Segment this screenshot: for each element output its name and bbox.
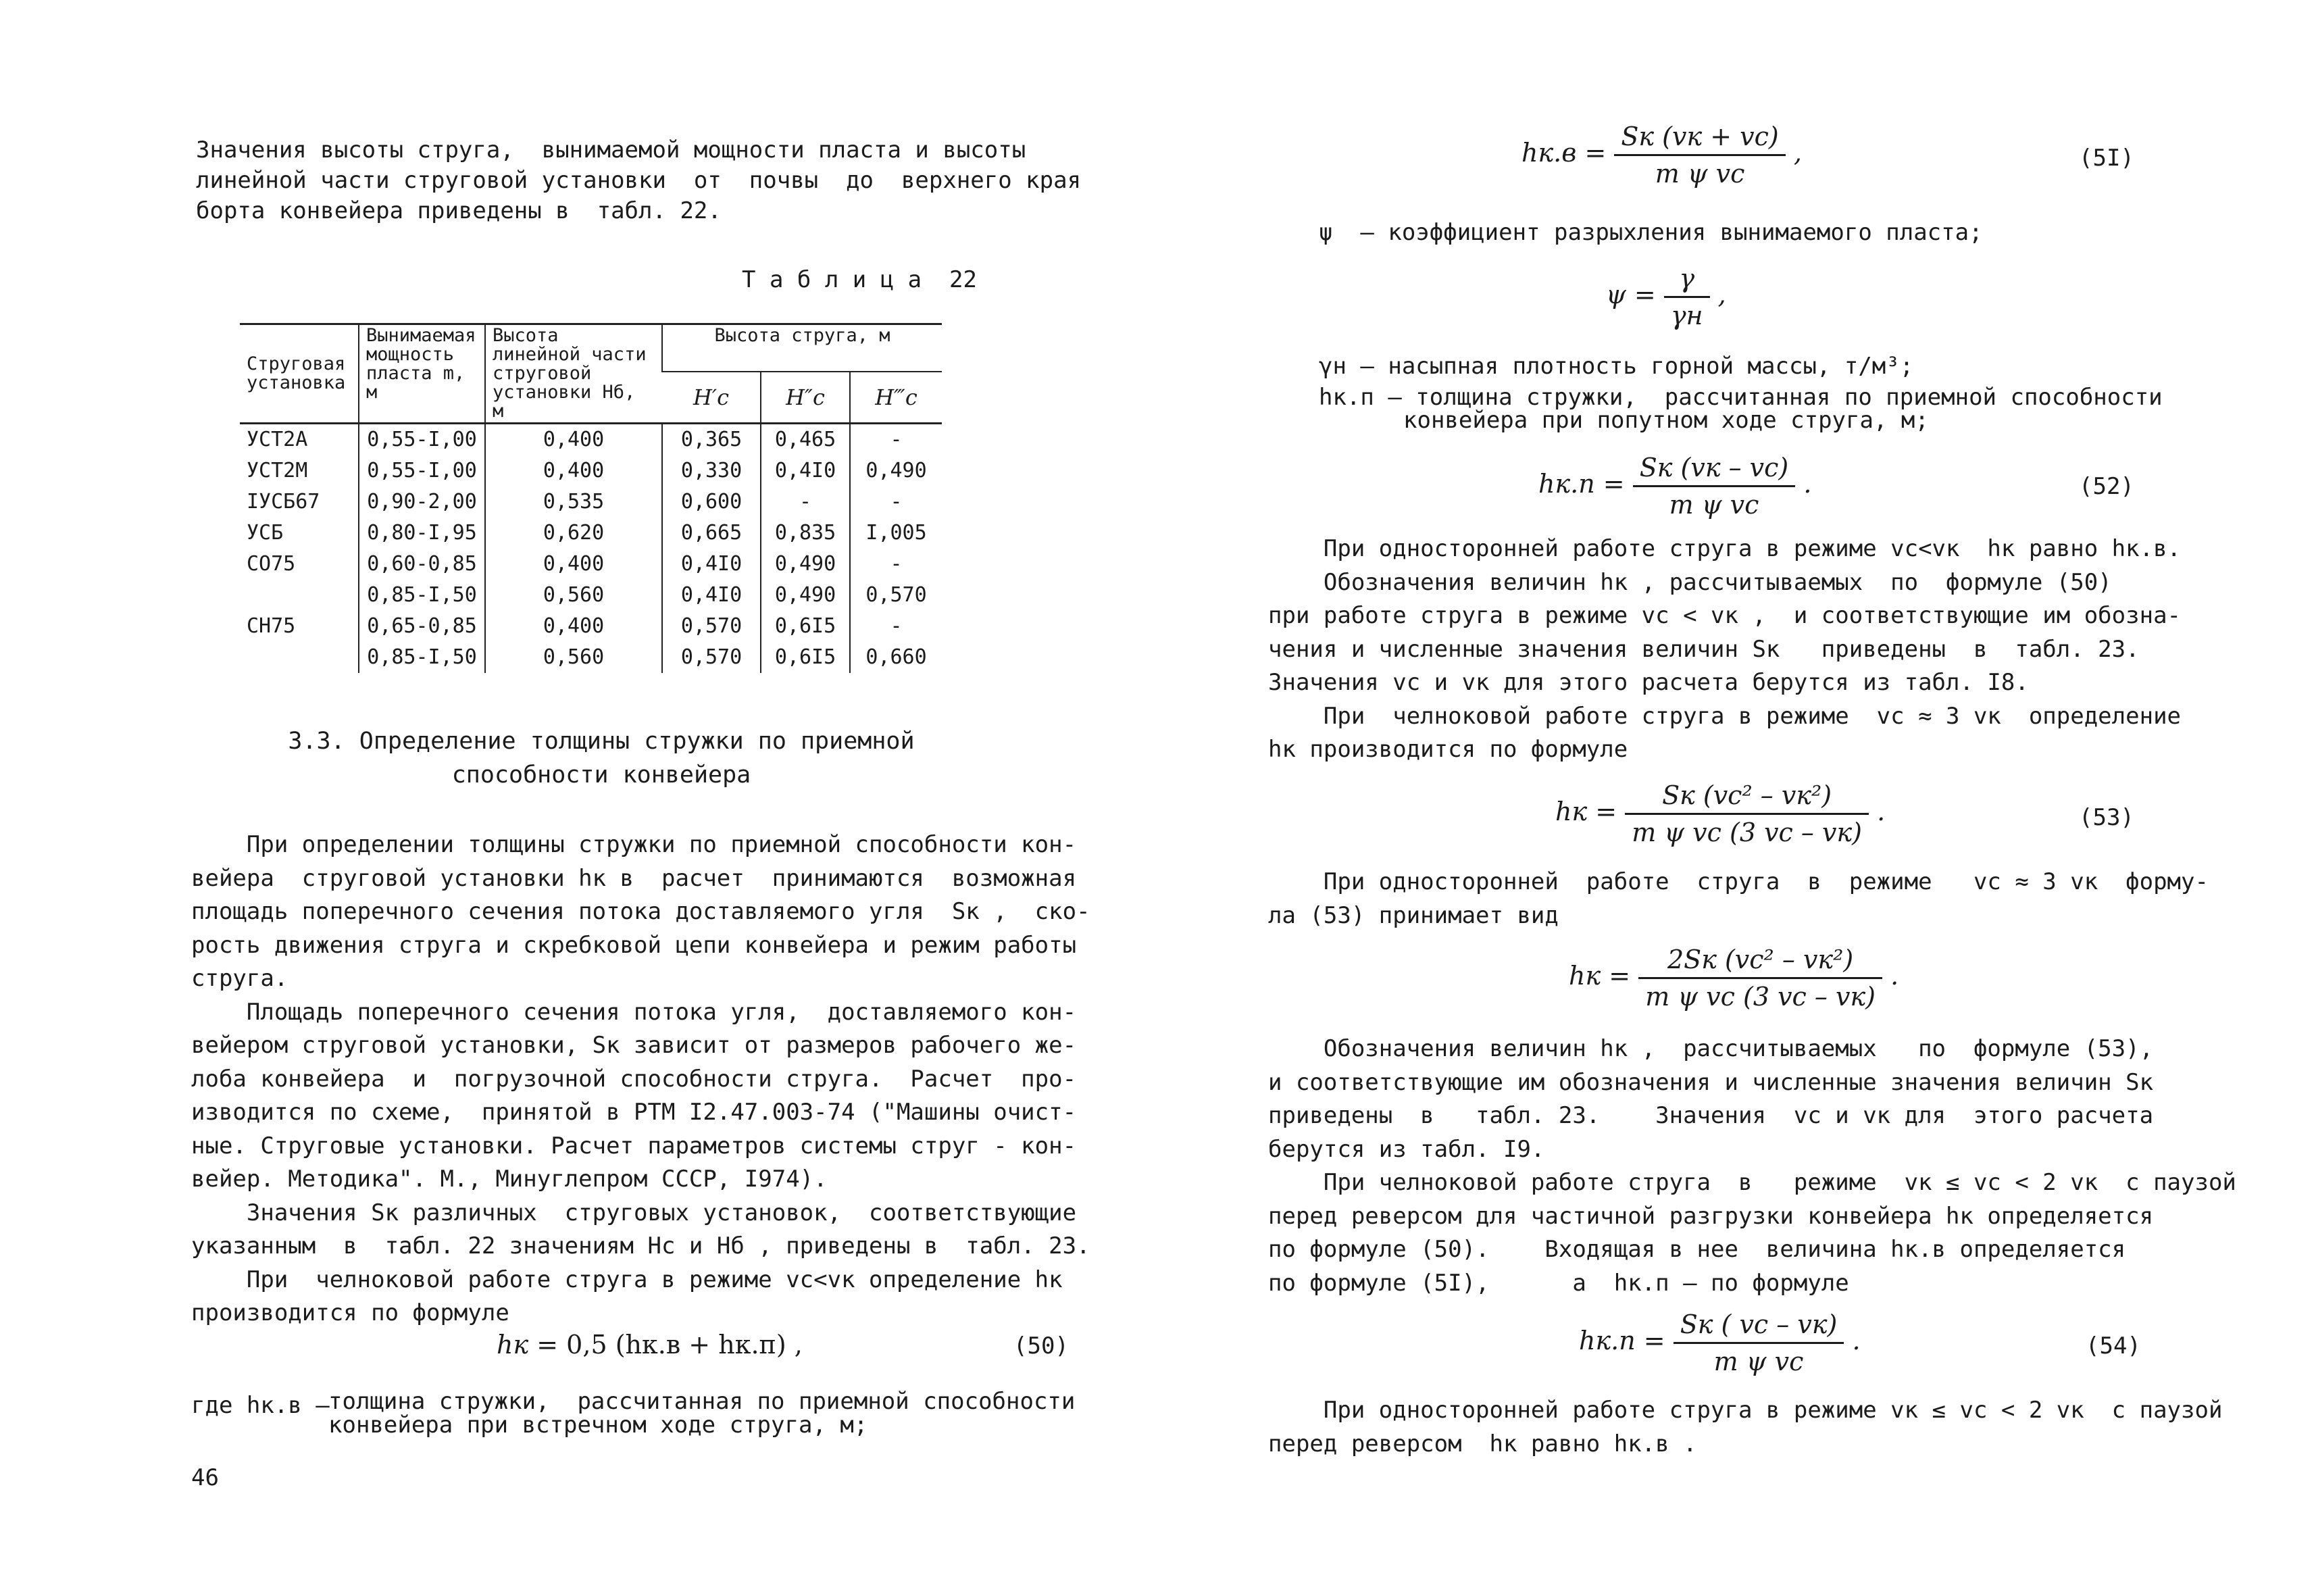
table-22 [240,323,942,673]
formula-54 [1579,1310,1861,1376]
formula-53-denominator: m ψ vc (3 vc – vк) [1632,818,1862,847]
where-prefix: где hк.в – [191,1392,330,1419]
table-subheader-hc3: H‴c [850,372,942,424]
text-line: площадь поперечного сечения потока доставляемого угля Sк , ско- [191,898,1090,925]
table-cell: IУСБ67 [247,490,320,514]
formula-52-fraction [1633,453,1796,520]
table-cell: 0,55-I,00 [359,424,485,456]
table-cell: 0,6I5 [761,642,850,673]
text-line: перед реверсом для частичной разгрузки конвейера hк определяется [1268,1202,2154,1230]
table-cell: 0,400 [485,611,662,642]
text-line: при работе струга в режиме vc < vк , и соответствующие им обозна- [1268,602,2182,629]
section-subtitle: способности конвейера [451,762,751,789]
formula-51-lhs: hк.в = [1521,138,1607,168]
equation-number-54: (54) [2086,1332,2141,1360]
formula-54-fraction [1674,1310,1844,1376]
text-line: чения и численные значения величин Sк приведены в табл. 23. [1268,635,2140,663]
table-header-thickness: Вынимаемая мощность пласта m, м [359,324,485,424]
table-row [240,424,942,456]
text-line: При односторонней работе струга в режиме vc<vк hк равно hк.в. [1268,535,2182,562]
text-line: При односторонней работе струга в режиме vc ≈ 3 vк форму- [1268,868,2209,895]
text-line: берутся из табл. I9. [1268,1135,1545,1163]
table-row [240,518,942,549]
table-cell: I,005 [850,518,942,549]
table-cell: 0,365 [662,424,761,456]
text-line: приведены в табл. 23. Значения vc и vк для этого расчета [1268,1102,2154,1129]
text-line: перед реверсом hк равно hк.в . [1268,1430,1697,1457]
table-cell: 0,330 [662,455,761,487]
formula-53 [1555,780,1885,847]
table-cell: 0,600 [662,487,761,518]
formula-52-lhs: hк.п = [1538,469,1625,499]
table-cell [240,642,359,673]
table-cell: 0,4I0 [761,455,850,487]
formula-psi-tail: , [1717,280,1726,309]
table-cell: - [850,549,942,580]
table-cell: 0,570 [662,611,761,642]
table-cell: 0,400 [485,549,662,580]
formula-psi-fraction [1664,264,1710,330]
equation-number-52: (52) [2079,473,2134,500]
formula-53b-lhs: hк = [1569,961,1631,991]
table-cell: УСБ [247,521,284,545]
table-subheader-hc2: H″c [761,372,850,424]
formula-53b-tail: . [1890,961,1899,991]
formula-53b [1569,945,1898,1012]
table-cell: 0,90-2,00 [359,487,485,518]
formula-52 [1538,453,1811,520]
formula-53b-fraction [1638,945,1882,1012]
where-line: толщина стружки, рассчитанная по приемной способности [328,1388,1076,1415]
text-line: При определении толщины стружки по приемной способности кон- [191,831,1077,858]
table-cell: 0,80-I,95 [359,518,485,549]
table-header-installation: Струговая установка [240,324,359,424]
formula-51-tail: , [1793,138,1802,168]
table-cell: 0,660 [850,642,942,673]
formula-52-numerator: Sк (vк – vc) [1633,453,1796,487]
formula-53-lhs: hк = [1555,797,1617,826]
text-line: струга. [191,965,288,992]
table-cell: - [761,487,850,518]
text-line: рость движения струга и скребковой цепи конвейера и режим работы [191,931,1077,959]
formula-53-tail: . [1877,797,1886,826]
table-cell: 0,490 [850,455,942,487]
text-line: hк производится по формуле [1268,736,1628,763]
text-line: вейером струговой установки, Sк зависит от размеров рабочего же- [191,1032,1077,1059]
text-line: Обозначения величин hк , рассчитываемых по формуле (53), [1268,1035,2154,1062]
table-cell: СН75 [247,614,296,638]
text-line: ла (53) принимает вид [1268,901,1559,929]
hkp-definition: конвейера при попутном ходе струга, м; [1403,407,1929,434]
formula-51-fraction [1614,122,1785,189]
table-cell: - [850,611,942,642]
table-cell [240,580,359,611]
text-line: по формуле (50). Входящая в нее величина hк.в определяется [1268,1236,2126,1263]
table-caption: Т а б л и ц а 22 [742,266,977,293]
formula-51-denominator: m ψ vc [1655,159,1745,189]
text-line: изводится по схеме, принятой в РТМ I2.47.003-74 ("Машины очист- [191,1099,1077,1126]
intro-line: Значения высоты струга, вынимаемой мощности пласта и высоты [196,136,1026,164]
page-number: 46 [191,1464,219,1491]
table-cell: 0,465 [761,424,850,456]
table-cell: 0,85-I,50 [359,642,485,673]
text-line: Значения vc и vк для этого расчета берутся из табл. I8. [1268,669,2029,696]
table-cell: 0,560 [485,580,662,611]
table-cell: 0,620 [485,518,662,549]
table-cell: СО75 [247,552,296,576]
formula-psi-numerator: γ [1664,264,1710,298]
table-row [240,487,942,518]
table-cell: 0,6I5 [761,611,850,642]
text-line: При челноковой работе струга в режиме vк ≤ vc < 2 vк с паузой [1268,1169,2236,1196]
table-cell: 0,560 [485,642,662,673]
table-cell: 0,570 [850,580,942,611]
table-cell: 0,60-0,85 [359,549,485,580]
where-line: конвейера при встречном ходе струга, м; [328,1412,868,1439]
text-line: указанным в табл. 22 значениям Hc и Hб , приведены в табл. 23. [191,1232,1090,1260]
formula-54-lhs: hк.п = [1579,1326,1665,1355]
right-page [1157,0,2314,1596]
formula-54-denominator: m ψ vc [1713,1347,1804,1376]
table-cell: 0,400 [485,424,662,456]
formula-50-lhs: hк [497,1330,529,1360]
formula-52-tail: . [1803,469,1812,499]
table-cell: УСТ2А [247,428,308,451]
text-line: При челноковой работе струга в режиме vc<vк определение hк [191,1266,1063,1293]
table-row [240,549,942,580]
formula-psi-lhs: ψ = [1606,280,1656,309]
text-line: вейера струговой установки hк в расчет принимаются возможная [191,864,1077,892]
table-header-plough-height: Высота струга, м [662,324,942,372]
table-row [240,642,942,673]
text-line: ные. Струговые установки. Расчет параметров системы струг - кон- [191,1132,1077,1159]
table-cell: 0,490 [761,580,850,611]
text-line: лоба конвейера и погрузочной способности струга. Расчет про- [191,1065,1077,1093]
table-body [240,424,942,674]
formula-52-denominator: m ψ vc [1669,490,1759,520]
psi-definition: ψ – коэффициент разрыхления вынимаемого пласта; [1319,219,1983,246]
table-cell: 0,490 [761,549,850,580]
formula-50-rhs: = 0,5 (hк.в + hк.п) , [536,1330,803,1360]
table-header-linear-height: Высота линейной части струговой установки Hб, м [485,324,662,424]
equation-number-51: (5I) [2079,145,2134,172]
table-cell: УСТ2М [247,459,308,482]
table-cell: 0,85-I,50 [359,580,485,611]
table-cell: 0,570 [662,642,761,673]
formula-53b-denominator: m ψ vc (3 vc – vк) [1645,982,1876,1012]
text-line: При челноковой работе струга в режиме vc ≈ 3 vк определение [1268,702,2182,730]
table-cell: 0,4I0 [662,580,761,611]
hkp-definition: hк.п – толщина стружки, рассчитанная по приемной способности [1319,384,2163,411]
intro-line: линейной части струговой установки от почвы до верхнего края [196,167,1082,194]
formula-51-numerator: Sк (vк + vc) [1614,122,1785,156]
text-line: Площадь поперечного сечения потока угля, доставляемого кон- [191,998,1077,1026]
text-line: по формуле (5I), а hк.п – по формуле [1268,1269,1849,1297]
equation-number-50: (50) [1013,1332,1069,1360]
table-cell: 0,65-0,85 [359,611,485,642]
table-cell: - [850,487,942,518]
table-cell: - [850,424,942,456]
intro-line: борта конвейера приведены в табл. 22. [196,197,722,224]
text-line: и соответствующие им обозначения и численные значения величин Sк [1268,1068,2154,1096]
text-line: При односторонней работе струга в режиме vк ≤ vc < 2 vк с паузой [1268,1397,2223,1424]
table-cell: 0,835 [761,518,850,549]
formula-54-numerator: Sк ( vc – vк) [1674,1310,1844,1344]
section-title: 3.3. Определение толщины стружки по приемной [288,728,915,755]
gamma-definition: γн – насыпная плотность горной массы, т/м³; [1319,353,1914,380]
table-row [240,580,942,611]
table-row [240,455,942,487]
formula-50 [497,1330,803,1360]
formula-psi-denominator: γн [1670,301,1703,330]
formula-psi [1606,264,1726,330]
table-cell: 0,665 [662,518,761,549]
text-line: вейер. Методика". М., Минуглепром СССР, I974). [191,1166,828,1193]
text-line: производится по формуле [191,1299,509,1326]
table-cell: 0,55-I,00 [359,455,485,487]
text-line: Значения Sк различных струговых установок, соответствующие [191,1199,1077,1226]
formula-54-tail: . [1852,1326,1861,1355]
table-row [240,611,942,642]
equation-number-53: (53) [2079,804,2134,831]
formula-53-numerator: Sк (vc² – vк²) [1625,780,1869,815]
text-line: Обозначения величин hк , рассчитываемых по формуле (50) [1268,568,2112,596]
table-cell: 0,535 [485,487,662,518]
table-cell: 0,4I0 [662,549,761,580]
formula-53b-numerator: 2Sк (vc² – vк²) [1638,945,1882,979]
formula-53-fraction [1625,780,1869,847]
table-subheader-hc1: H′c [693,384,730,410]
formula-51 [1521,122,1802,189]
table-cell: 0,400 [485,455,662,487]
